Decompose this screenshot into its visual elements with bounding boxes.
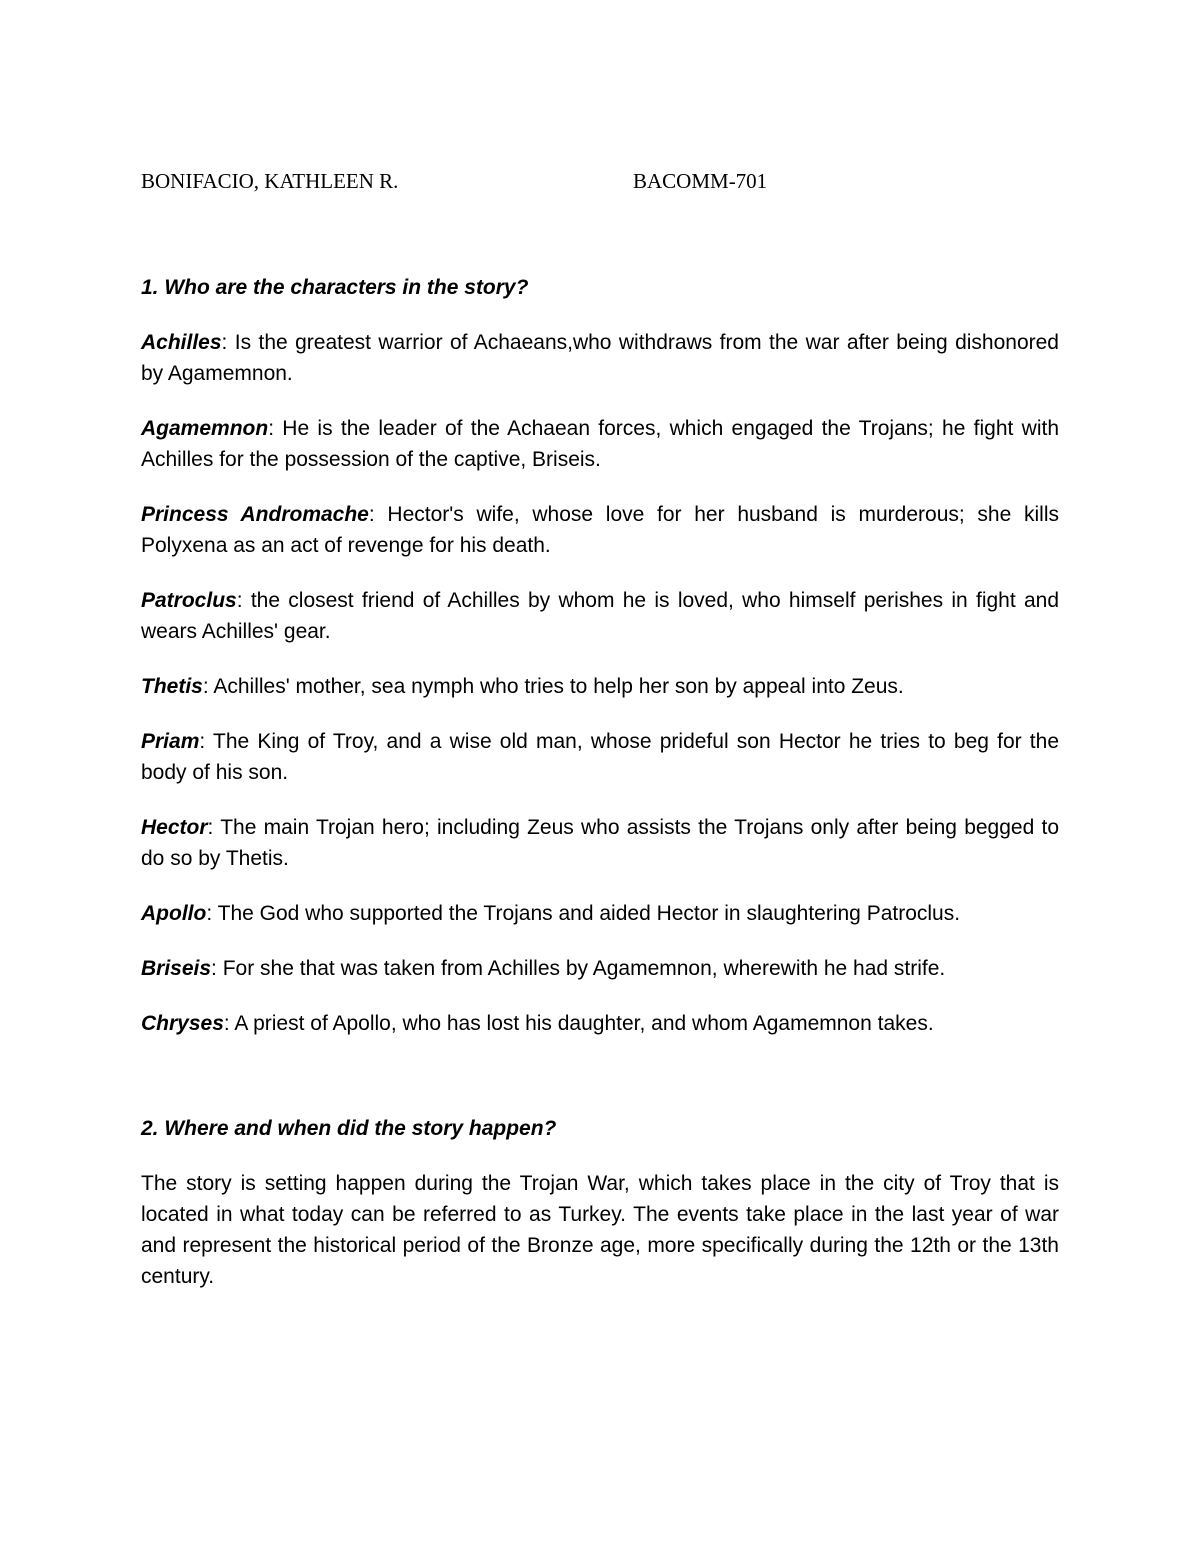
character-entry-achilles	[141, 327, 1059, 389]
character-description: : The God who supported the Trojans and aided Hector in slaughtering Patroclus.	[206, 902, 961, 925]
character-description: : Is the greatest warrior of Achaeans,who withdraws from the war after being dishonored by Agamemnon.	[141, 331, 1059, 385]
character-description: : The main Trojan hero; including Zeus who assists the Trojans only after being begged to do so by Thetis.	[141, 816, 1059, 870]
character-description: : A priest of Apollo, who has lost his daughter, and whom Agamemnon takes.	[223, 1012, 934, 1035]
character-name: Patroclus	[141, 589, 237, 612]
character-description: : He is the leader of the Achaean forces, which engaged the Trojans; he fight with Achilles for the possession of the captive, Briseis.	[141, 417, 1059, 471]
character-entry-chryses	[141, 1008, 1059, 1039]
character-name: Apollo	[141, 902, 207, 925]
question-2-answer: The story is setting happen during the Trojan War, which takes place in the city of Troy that is located in what today can be referred to as Turkey. The events take place in the last year of war and represent the historical period of the Bronze age, more specifically during the 12th or the 13th century.	[141, 1172, 1059, 1288]
character-name: Thetis	[141, 675, 203, 698]
question-2-heading: 2. Where and when did the story happen?	[141, 1117, 557, 1140]
character-entry-briseis	[141, 953, 1059, 984]
character-entry-thetis	[141, 671, 1059, 702]
course-section: BACOMM-701	[633, 169, 768, 193]
document-header	[141, 166, 1059, 196]
character-description: : the closest friend of Achilles by whom he is loved, who himself perishes in fight and wears Achilles' gear.	[141, 589, 1059, 643]
character-description: : Hector's wife, whose love for her husband is murderous; she kills Polyxena as an act of revenge for his death.	[141, 503, 1059, 557]
character-name: Priam	[141, 730, 200, 753]
character-name: Briseis	[141, 957, 212, 980]
character-entry-hector	[141, 812, 1059, 874]
character-entry-agamemnon	[141, 413, 1059, 475]
student-name: BONIFACIO, KATHLEEN R.	[141, 169, 399, 193]
character-description: : The King of Troy, and a wise old man, whose prideful son Hector he tries to beg for the body of his son.	[141, 730, 1059, 784]
character-description: : Achilles' mother, sea nymph who tries to help her son by appeal into Zeus.	[202, 675, 904, 698]
character-name: Agamemnon	[141, 417, 269, 440]
character-entry-apollo	[141, 898, 1059, 929]
character-entry-andromache	[141, 499, 1059, 561]
document-body	[141, 272, 1059, 1292]
character-entry-patroclus	[141, 585, 1059, 647]
character-name: Chryses	[141, 1012, 224, 1035]
character-list	[141, 327, 1059, 1039]
character-description: : For she that was taken from Achilles by Agamemnon, wherewith he had strife.	[211, 957, 946, 980]
character-name: Achilles	[141, 331, 222, 354]
character-name: Hector	[141, 816, 208, 839]
question-1-heading: 1. Who are the characters in the story?	[141, 276, 529, 299]
character-name: Princess Andromache	[141, 503, 369, 526]
character-entry-priam	[141, 726, 1059, 788]
